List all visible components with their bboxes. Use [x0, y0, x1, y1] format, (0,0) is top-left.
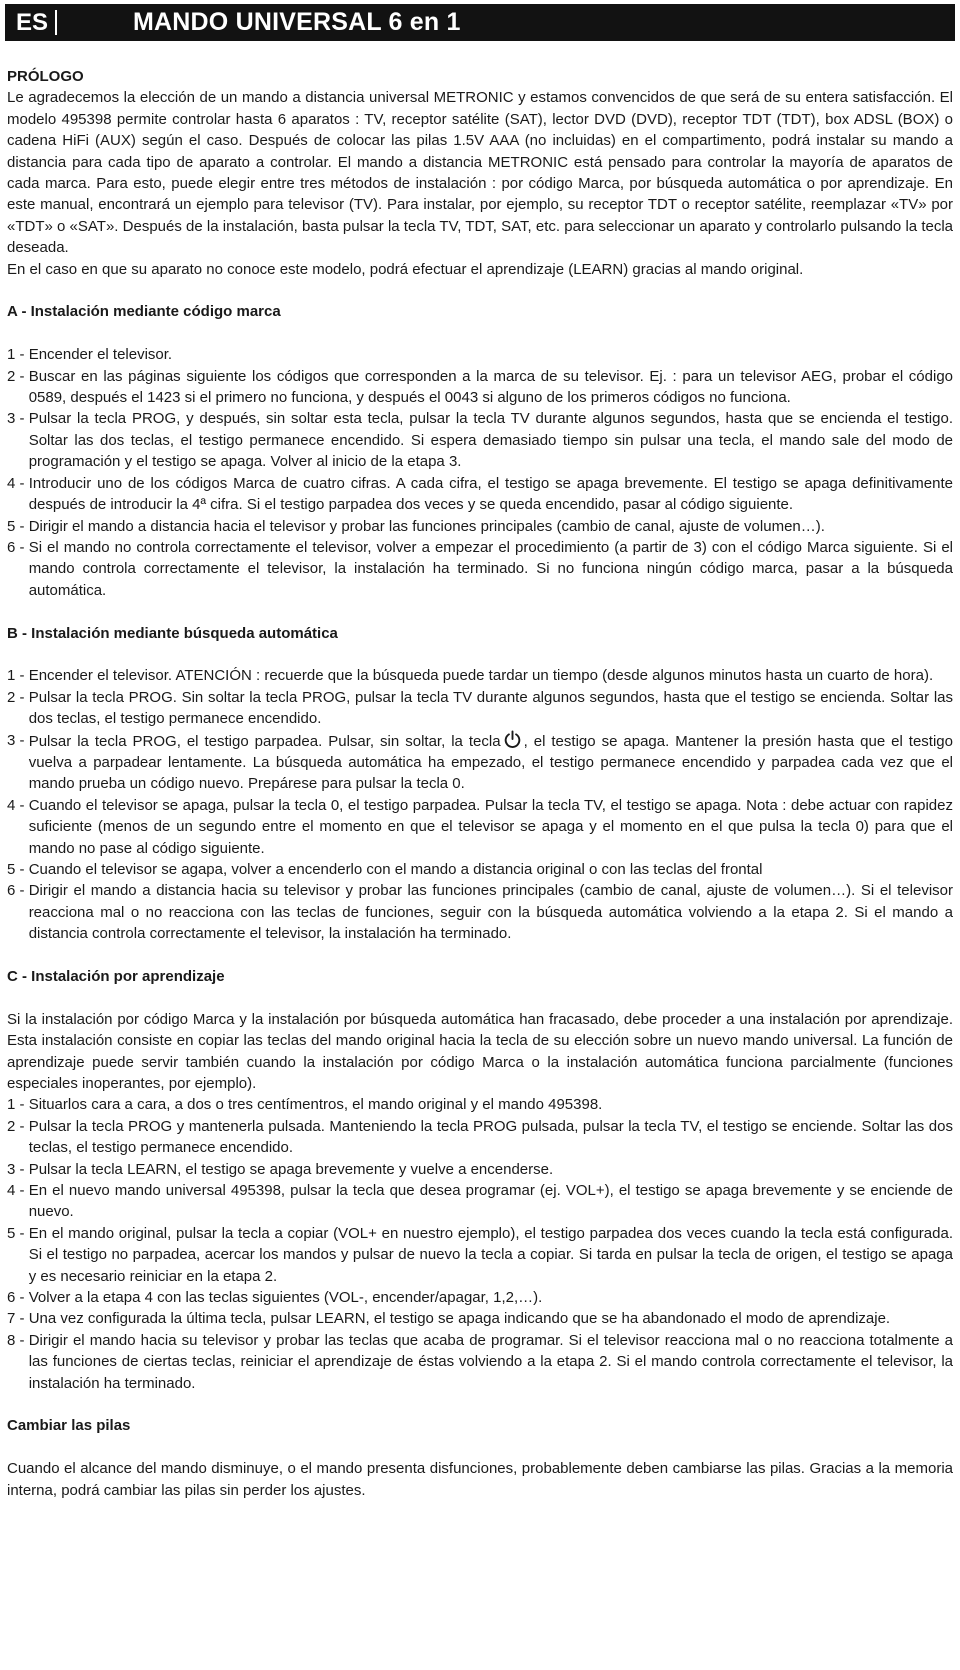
- page-title: MANDO UNIVERSAL 6 en 1: [133, 8, 461, 36]
- step-item: 7 - Una vez configurada la última tecla, pulsar LEARN, el testigo se apaga indicando que se ha abandonado el modo de aprendizaje.: [7, 1308, 953, 1329]
- step-text: Pulsar la tecla PROG, y después, sin soltar esta tecla, pulsar la tecla TV durante algunos segundos, hasta que se encienda el testigo. Soltar las dos teclas, el testigo permanece encendido. Si espera demasiado tiempo sin pulsar una tecla, el mando sale del modo de programación y el testigo se apaga. Volver al inicio de la etapa 3.: [28, 410, 953, 471]
- step-item: 4 - Cuando el televisor se apaga, pulsar la tecla 0, el testigo parpadea. Pulsar la tecla TV, el testigo se apaga. Nota : debe actuar con rapidez suficiente (menos de un segundo entre el momento en que el televisor se apaga y el momento en el que pulsa la tecla 0) para que el mando no pase al código siguiente.: [7, 795, 953, 859]
- step-item: 1 - Encender el televisor. ATENCIÓN : recuerde que la búsqueda puede tardar un tiempo (desde algunos minutos hasta un cuarto de hora).: [7, 665, 953, 686]
- page-header: [5, 4, 955, 41]
- section-a-heading: A - Instalación mediante código marca: [7, 303, 281, 321]
- step-text: Dirigir el mando a distancia hacia el televisor y probar las funciones principales (cambio de canal, ajuste de volumen…).: [28, 517, 825, 535]
- step-text: En el mando original, pulsar la tecla a copiar (VOL+ en nuestro ejemplo), el testigo parpadea dos veces cuando la tecla está configurada. Si el testigo no parpadea, acercar los mandos y pulsar de nuevo la tecla a copiar. Si tarda en pulsar la tecla de origen, el testigo se apaga y es necesario reiniciar en la etapa 2.: [28, 1224, 953, 1285]
- step-item: 1 - Situarlos cara a cara, a dos o tres centímentros, el mando original y el mando 495398.: [7, 1094, 953, 1115]
- language-code: ES: [16, 9, 49, 36]
- step-item: 5 - En el mando original, pulsar la tecla a copiar (VOL+ en nuestro ejemplo), el testigo parpadea dos veces cuando la tecla está configurada. Si el testigo no parpadea, acercar los mandos y pulsar de nuevo la tecla a copiar. Si tarda en pulsar la tecla de origen, el testigo se apaga y es necesario reiniciar en la etapa 2.: [7, 1223, 953, 1287]
- section-c-heading: C - Instalación por aprendizaje: [7, 967, 225, 985]
- section-b-steps: [7, 665, 953, 944]
- step-item: 1 - Encender el televisor.: [7, 344, 953, 365]
- step-text: Volver a la etapa 4 con las teclas siguientes (VOL-, encender/apagar, 1,2,…).: [28, 1289, 543, 1307]
- step-item: 8 - Dirigir el mando hacia su televisor y probar las teclas que acaba de programar. Si el televisor reacciona mal o no reacciona totalmente a las funciones de ciertas teclas, reiniciar el aprendizaje de éstas volviendo a la etapa 2. Si el mando controla correctamente el televisor, la instalación ha terminado.: [7, 1330, 953, 1394]
- step-text: Introducir uno de los códigos Marca de cuatro cifras. A cada cifra, el testigo se apaga brevemente. El testigo se apaga definitivamente después de introducir la 4ª cifra. Si el testigo parpadea dos veces y se queda encendido, pasar al código siguiente.: [28, 474, 953, 514]
- step-item: 3 - Pulsar la tecla LEARN, el testigo se apaga brevemente y vuelve a encenderse.: [7, 1159, 953, 1180]
- step-text: Cuando el televisor se agapa, volver a encenderlo con el mando a distancia original o con las teclas del frontal: [28, 860, 763, 878]
- prologue-heading: PRÓLOGO: [7, 68, 84, 85]
- step-text: Encender el televisor. ATENCIÓN : recuerde que la búsqueda puede tardar un tiempo (desde algunos minutos hasta un cuarto de hora).: [28, 667, 934, 685]
- step-item: 3 - Pulsar la tecla PROG, el testigo parpadea. Pulsar, sin soltar, la tecla , el testigo se apaga. Mantener la presión hasta que el testigo vuelva a parpadear lentamente. La búsqueda automática ha empezado, el testigo permanece encendido y parpadea cada vez que el mando prueba un código nuevo. Prepárese para pulsar la tecla 0.: [7, 730, 953, 795]
- section-a-steps: [7, 344, 953, 601]
- step-text: Cuando el televisor se apaga, pulsar la tecla 0, el testigo parpadea. Pulsar la tecla TV, el testigo se apaga. Nota : debe actuar con rapidez suficiente (menos de un segundo entre el momento en que el televisor se apaga y el momento en el que pulsa la tecla 0) para que el mando no pase al código siguiente.: [28, 796, 953, 857]
- step-text: Una vez configurada la última tecla, pulsar LEARN, el testigo se apaga indicando que se ha abandonado el modo de aprendizaje.: [28, 1310, 891, 1328]
- section-c-intro: Si la instalación por código Marca y la instalación por búsqueda automática han fracasado, debe proceder a una instalación por aprendizaje. Esta instalación consiste en copiar las teclas del mando original hacia la tecla de su elección sobre un nuevo mando universal. La función de aprendizaje puede servir también cuando la instalación por código Marca o la instalación automática funciona parcialmente (funciones especiales inoperantes, por ejemplo).: [7, 1010, 953, 1092]
- prologue-paragraph: Le agradecemos la elección de un mando a distancia universal METRONIC y estamos convencidos de que será de su entera satisfacción. El modelo 495398 permite controlar hasta 6 aparatos : TV, receptor satélite (SAT), lector DVD (DVD), receptor TDT (TDT), box ADSL (BOX) o cadena HiFi (AUX) según el caso. Después de colocar las pilas 1.5V AAA (no incluidas) en el compartimento, podrá instalar su mando a distancia para cada tipo de aparato a controlar. El mando a distancia METRONIC está pensado para controlar la mayoría de aparatos de cada marca. Para esto, puede elegir entre tres métodos de instalación : por código Marca, por búsqueda automática o por aprendizaje. En este manual, encontrará un ejemplo para televisor (TV). Para instalar, por ejemplo, su receptor TDT o receptor satélite, reemplazar «TV» por «TDT» o «SAT». Después de la instalación, basta pulsar la tecla TV, TDT, SAT, etc. para seleccionar un aparato y controlarlo pulsando la tecla deseada.: [7, 89, 953, 257]
- step-text: Situarlos cara a cara, a dos o tres centímentros, el mando original y el mando 495398.: [28, 1096, 603, 1114]
- step-text: Pulsar la tecla PROG, el testigo parpadea. Pulsar, sin soltar, la tecla , el testigo se apaga. Mantener la presión hasta que el testigo vuelva a parpadear lentamente. La búsqueda automática ha empezado, el testigo permanece encendido y parpadea cada vez que el mando prueba un código nuevo. Prepárese para pulsar la tecla 0.: [29, 730, 953, 795]
- step-item: 4 - En el nuevo mando universal 495398, pulsar la tecla que desea programar (ej. VOL+), el testigo se apaga brevemente y se enciende de nuevo.: [7, 1180, 953, 1223]
- section-b-heading: B - Instalación mediante búsqueda automática: [7, 624, 338, 642]
- step-item: 4 - Introducir uno de los códigos Marca de cuatro cifras. A cada cifra, el testigo se apaga brevemente. El testigo se apaga definitivamente después de introducir la 4ª cifra. Si el testigo parpadea dos veces y se queda encendido, pasar al código siguiente.: [7, 473, 953, 516]
- step-text: Pulsar la tecla LEARN, el testigo se apaga brevemente y vuelve a encenderse.: [28, 1160, 554, 1178]
- step-item: 2 - Pulsar la tecla PROG y mantenerla pulsada. Manteniendo la tecla PROG pulsada, pulsar la tecla TV, el testigo se enciende. Soltar las dos teclas, el testigo permanece encendido.: [7, 1116, 953, 1159]
- section-c-steps: [7, 1094, 953, 1394]
- step-text: Pulsar la tecla PROG y mantenerla pulsada. Manteniendo la tecla PROG pulsada, pulsar la tecla TV, el testigo se enciende. Soltar las dos teclas, el testigo permanece encendido.: [28, 1117, 953, 1157]
- header-separator: [55, 10, 57, 35]
- batteries-paragraph: Cuando el alcance del mando disminuye, o el mando presenta disfunciones, probablemente deben cambiarse las pilas. Gracias a la memoria interna, podrá cambiar las pilas sin perder los ajustes.: [7, 1460, 953, 1499]
- step-item: 6 - Volver a la etapa 4 con las teclas siguientes (VOL-, encender/apagar, 1,2,…).: [7, 1287, 953, 1308]
- step-item: 5 - Cuando el televisor se agapa, volver a encenderlo con el mando a distancia original o con las teclas del frontal: [7, 859, 953, 880]
- step-item: 6 - Dirigir el mando a distancia hacia su televisor y probar las funciones principales (cambio de canal, ajuste de volumen…). Si el televisor reacciona mal o no reacciona con las teclas de funciones, seguir con la búsqueda automática volviendo a la etapa 2. Si el mando a distancia controla correctamente el televisor, la instalación ha terminado.: [7, 880, 953, 944]
- step-text: Si el mando no controla correctamente el televisor, volver a empezar el procedimiento (a partir de 3) con el código Marca siguiente. Si el mando controla correctamente el televisor, la instalación ha terminado. Si no funciona ningún código marca, pasar a la búsqueda automática.: [28, 538, 953, 599]
- step-text: Dirigir el mando a distancia hacia su televisor y probar las funciones principales (cambio de canal, ajuste de volumen…). Si el televisor reacciona mal o no reacciona con las teclas de funciones, seguir con la búsqueda automática volviendo a la etapa 2. Si el mando a distancia controla correctamente el televisor, la instalación ha terminado.: [28, 882, 953, 943]
- batteries-heading: Cambiar las pilas: [7, 1417, 131, 1435]
- step-text: Encender el televisor.: [28, 346, 173, 364]
- prologue-note: En el caso en que su aparato no conoce este modelo, podrá efectuar el aprendizaje (LEARN) gracias al mando original.: [7, 260, 804, 278]
- step-item: 6 - Si el mando no controla correctamente el televisor, volver a empezar el procedimiento (a partir de 3) con el código Marca siguiente. Si el mando controla correctamente el televisor, la instalación ha terminado. Si no funciona ningún código marca, pasar a la búsqueda automática.: [7, 537, 953, 601]
- power-icon: [503, 730, 522, 749]
- step-text: Dirigir el mando hacia su televisor y probar las teclas que acaba de programar. Si el televisor reacciona mal o no reacciona totalmente a las funciones de ciertas teclas, reiniciar el aprendizaje de éstas volviendo a la etapa 2. Si el mando controla correctamente el televisor, la instalación ha terminado.: [28, 1331, 953, 1392]
- step-item: 2 - Buscar en las páginas siguiente los códigos que corresponden a la marca de su televisor. Ej. : para un televisor AEG, probar el código 0589, después el 1423 si el primero no funciona, y después el 0043 si alguno de los primeros códigos no funciona.: [7, 366, 953, 409]
- step-item: 3 - Pulsar la tecla PROG, y después, sin soltar esta tecla, pulsar la tecla TV durante algunos segundos, hasta que se encienda el testigo. Soltar las dos teclas, el testigo permanece encendido. Si espera demasiado tiempo sin pulsar una tecla, el mando sale del modo de programación y el testigo se apaga. Volver al inicio de la etapa 3.: [7, 408, 953, 472]
- manual-content: [7, 66, 953, 1501]
- step-item: 2 - Pulsar la tecla PROG. Sin soltar la tecla PROG, pulsar la tecla TV durante algunos segundos, hasta que el testigo se encienda. Soltar las dos teclas, el testigo permanece encendido.: [7, 687, 953, 730]
- step-text: En el nuevo mando universal 495398, pulsar la tecla que desea programar (ej. VOL+), el testigo se apaga brevemente y se enciende de nuevo.: [28, 1182, 953, 1221]
- step-text: Pulsar la tecla PROG. Sin soltar la tecla PROG, pulsar la tecla TV durante algunos segundos, hasta que el testigo se encienda. Soltar las dos teclas, el testigo permanece encendido.: [28, 688, 953, 728]
- step-item: 5 - Dirigir el mando a distancia hacia el televisor y probar las funciones principales (cambio de canal, ajuste de volumen…).: [7, 516, 953, 537]
- step-text: Buscar en las páginas siguiente los códigos que corresponden a la marca de su televisor. Ej. : para un televisor AEG, probar el código 0589, después el 1423 si el primero no funciona, y después el 0043 si alguno de los primeros códigos no funciona.: [28, 367, 953, 407]
